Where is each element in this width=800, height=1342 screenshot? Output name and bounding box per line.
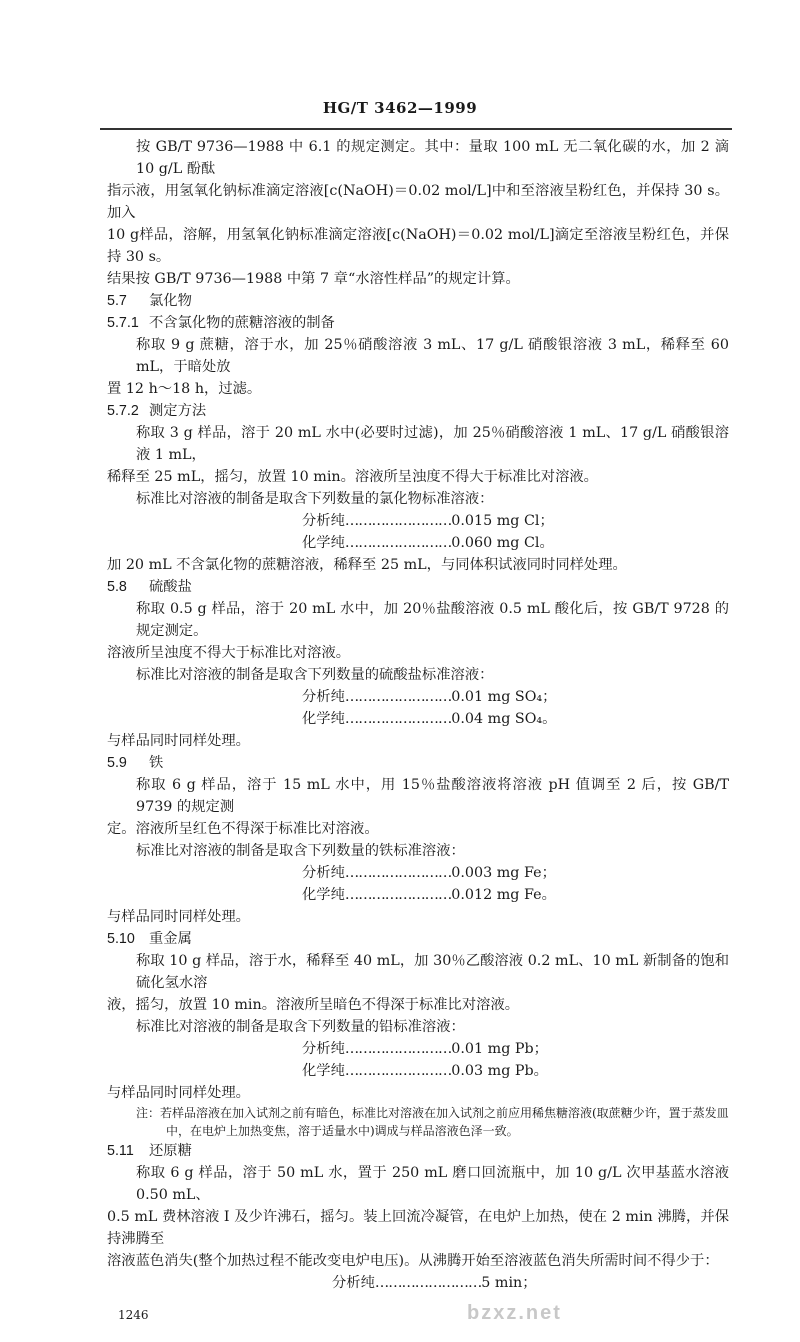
section-title: 铁 (148, 755, 164, 771)
grade-label: 化学纯 (302, 535, 345, 551)
paragraph-line: 称取 6 g 样品，溶于 15 mL 水中，用 15％盐酸溶液将溶液 pH 值调至 2 后，按 GB/T 9739 的规定测 (136, 777, 729, 815)
spec-line (107, 884, 729, 906)
spec-line (107, 510, 729, 532)
spec-line (107, 686, 729, 708)
paragraph-line: 10 g样品，溶解，用氢氧化钠标准滴定溶液[c(NaOH)＝0.02 mol/L]滴定至溶液呈粉红色，并保持 30 s。 (107, 227, 729, 265)
paragraph-line: 与样品同时同样处理。 (107, 733, 250, 749)
grade-label: 分析纯 (302, 513, 345, 529)
paragraph-line: 稀释至 25 mL，摇匀，放置 10 min。溶液所呈浊度不得大于标准比对溶液。 (107, 469, 598, 485)
section-number: 5.11 (107, 1143, 134, 1159)
paragraph-line: 称取 3 g 样品，溶于 20 mL 水中(必要时过滤)，加 25％硝酸溶液 1 mL、17 g/L 硝酸银溶液 1 mL， (136, 425, 729, 463)
paragraph-line: 称取 9 g 蔗糖，溶于水，加 25％硝酸溶液 3 mL、17 g/L 硝酸银溶液 3 mL，稀释至 60 mL，于暗处放 (136, 337, 729, 375)
section-title: 不含氯化物的蔗糖溶液的制备 (148, 315, 335, 331)
section-heading (107, 752, 729, 774)
section-heading (107, 576, 729, 598)
leader-dots: …………………… (344, 887, 452, 903)
paragraph-line: 定。溶液所呈红色不得深于标准比对溶液。 (107, 821, 379, 837)
section-number: 5.9 (107, 755, 127, 771)
spec-value: 0.01 mg Pb； (451, 1041, 548, 1057)
paragraph-line: 0.5 mL 费林溶液 Ⅰ 及少许沸石，摇匀。装上回流冷凝管，在电炉上加热，使在 2 min 沸腾，并保持沸腾至 (107, 1209, 729, 1247)
spec-line (107, 1272, 729, 1294)
spec-value: 0.012 mg Fe。 (451, 887, 556, 903)
leader-dots: …………………… (344, 1041, 452, 1057)
spec-line (107, 532, 729, 554)
grade-label: 分析纯 (302, 865, 345, 881)
section-number: 5.7.2 (107, 403, 139, 419)
paragraph-line: 溶液蓝色消失(整个加热过程不能改变电炉电压)。从沸腾开始至溶液蓝色消失所需时间不得少于： (107, 1253, 719, 1269)
section-number: 5.10 (107, 931, 135, 947)
page-footer (107, 1302, 729, 1342)
section-title: 硫酸盐 (148, 579, 192, 595)
leader-dots: …………………… (374, 1275, 482, 1291)
section-title: 测定方法 (148, 403, 207, 419)
paragraph-line: 标准比对溶液的制备是取含下列数量的铁标准溶液： (136, 843, 465, 859)
spec-value: 0.01 mg SO₄； (451, 689, 557, 705)
spec-line (107, 1060, 729, 1082)
document-body (107, 136, 729, 1342)
section-title: 氯化物 (148, 293, 192, 309)
leader-dots: …………………… (344, 513, 452, 529)
note-line: 注：若样品溶液在加入试剂之前有暗色，标准比对溶液在加入试剂之前应用稀焦糖溶液(取蔗糖少许，置于蒸发皿 (136, 1106, 729, 1120)
grade-label: 化学纯 (302, 711, 345, 727)
paragraph-line: 指示液，用氢氧化钠标准滴定溶液[c(NaOH)＝0.02 mol/L]中和至溶液呈粉红色，并保持 30 s。加入 (107, 183, 729, 221)
spec-value: 5 min； (481, 1275, 537, 1291)
spec-value: 0.060 mg Cl。 (451, 535, 554, 551)
paragraph-line: 加 20 mL 不含氯化物的蔗糖溶液，稀释至 25 mL，与同体积试液同时同样处理。 (107, 557, 627, 573)
paragraph-line: 称取 0.5 g 样品，溶于 20 mL 水中，加 20％盐酸溶液 0.5 mL 酸化后，按 GB/T 9728 的规定测定。 (136, 601, 729, 639)
grade-label: 化学纯 (302, 887, 345, 903)
paragraph-line: 标准比对溶液的制备是取含下列数量的硫酸盐标准溶液： (136, 667, 494, 683)
paragraph-line: 置 12 h～18 h，过滤。 (107, 381, 262, 397)
spec-value: 0.03 mg Pb。 (451, 1063, 548, 1079)
leader-dots: …………………… (344, 689, 452, 705)
grade-label: 分析纯 (332, 1275, 375, 1291)
paragraph-line: 按 GB/T 9736—1988 中 6.1 的规定测定。其中：量取 100 mL 无二氧化碳的水，加 2 滴 10 g/L 酚酞 (136, 139, 729, 177)
section-heading (107, 400, 729, 422)
spec-line (107, 862, 729, 884)
section-number: 5.7.1 (107, 315, 139, 331)
leader-dots: …………………… (344, 865, 452, 881)
paragraph-line: 标准比对溶液的制备是取含下列数量的铅标准溶液： (136, 1019, 465, 1035)
paragraph-line: 称取 10 g 样品，溶于水，稀释至 40 mL，加 30％乙酸溶液 0.2 mL、10 mL 新制备的饱和硫化氢水溶 (136, 953, 729, 991)
paragraph-line: 结果按 GB/T 9736—1988 中第 7 章“水溶性样品”的规定计算。 (107, 271, 520, 287)
grade-label: 分析纯 (302, 1041, 345, 1057)
paragraph-line: 溶液所呈浊度不得大于标准比对溶液。 (107, 645, 351, 661)
paragraph-line: 与样品同时同样处理。 (107, 909, 250, 925)
section-number: 5.7 (107, 293, 127, 309)
watermark: bzxz.net (467, 1302, 562, 1324)
spec-line (107, 708, 729, 730)
note-line: 中，在电炉上加热变焦，溶于适量水中)调成与样品溶液色泽一致。 (166, 1124, 519, 1138)
spec-line (107, 1038, 729, 1060)
spec-value: 0.04 mg SO₄。 (451, 711, 557, 727)
leader-dots: …………………… (344, 1063, 452, 1079)
document-header: HG/T 3462—1999 (322, 99, 478, 117)
leader-dots: …………………… (344, 711, 452, 727)
paragraph-line: 与样品同时同样处理。 (107, 1085, 250, 1101)
paragraph-line: 标准比对溶液的制备是取含下列数量的氯化物标准溶液： (136, 491, 494, 507)
paragraph-line: 称取 6 g 样品，溶于 50 mL 水，置于 250 mL 磨口回流瓶中，加 10 g/L 次甲基蓝水溶液 0.50 mL、 (136, 1165, 729, 1203)
grade-label: 化学纯 (302, 1063, 345, 1079)
spec-value: 0.003 mg Fe； (451, 865, 556, 881)
section-heading (107, 1140, 729, 1162)
header-rule (100, 128, 732, 130)
leader-dots: …………………… (344, 535, 452, 551)
grade-label: 分析纯 (302, 689, 345, 705)
section-heading (107, 312, 729, 334)
section-title: 重金属 (148, 931, 192, 947)
spec-value: 0.015 mg Cl； (451, 513, 554, 529)
section-heading (107, 290, 729, 312)
page-number: 1246 (118, 1308, 149, 1322)
section-heading (107, 928, 729, 950)
paragraph-line: 液，摇匀，放置 10 min。溶液所呈暗色不得深于标准比对溶液。 (107, 997, 520, 1013)
section-title: 还原糖 (148, 1143, 192, 1159)
section-number: 5.8 (107, 579, 127, 595)
